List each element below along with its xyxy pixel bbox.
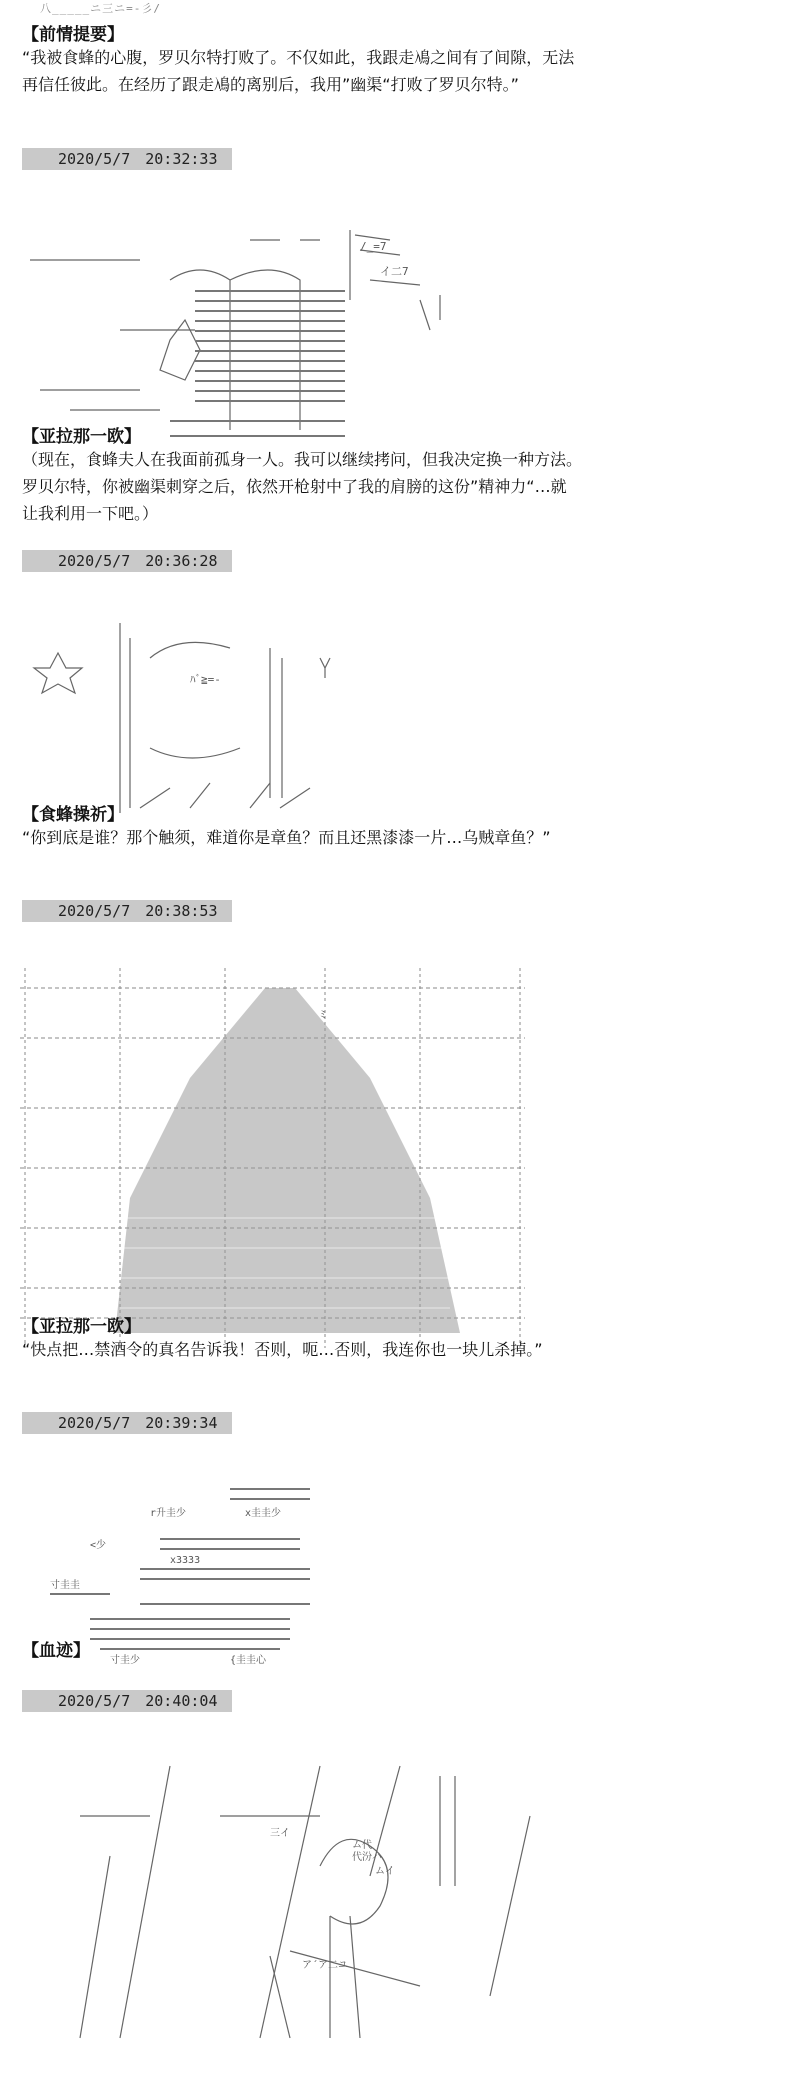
dialogue-text: （现在，食蜂夫人在我面前孤身一人。我可以继续拷问，但我决定换一种方法。罗贝尔特，你被幽渠刺穿之后，依然开枪射中了我的肩膀的这份”精神力“…就让我利用一下吧。） [22,450,583,523]
speaker-label: 【亚拉那一欧】 [22,427,141,447]
speaker-label: 【亚拉那一欧】 [22,1317,141,1337]
art-text: <少 [90,1540,107,1551]
timestamp-bar [22,550,232,572]
speaker-label: 【血迹】 [22,1641,90,1661]
art-text: 代汾ハ [352,1852,382,1863]
art-text: r升圭少 [150,1508,187,1519]
timestamp: 2020/5/7 20:38:53 [58,902,218,920]
speaker-label: 【前情提要】 [22,25,124,45]
art-text: 寸圭少 [110,1655,140,1666]
dialogue-text: “你到底是谁？那个触须，难道你是章鱼？而且还黑漆漆一片…乌贼章鱼？” [22,828,551,847]
art-text: ア´ア二ユ [302,1960,349,1971]
timestamp-bar [22,1690,232,1712]
art-text: 寸圭圭 [50,1580,80,1591]
timestamp-bar [22,1412,232,1434]
timestamp: 2020/5/7 20:36:28 [58,552,218,570]
art-text: {圭圭心 [230,1655,267,1666]
art-text: 三イ [270,1828,290,1839]
timestamp: 2020/5/7 20:40:04 [58,1692,218,1710]
art-text: /_=7 [360,240,387,253]
cropped-art-fragment: 八_____ニ三ニ=-彡/ [40,2,161,15]
ascii-art-illustration [20,580,360,795]
art-text: x3333 [170,1555,201,1566]
timestamp-bar [22,148,232,170]
dialogue-text: “我被食蜂的心腹，罗贝尔特打败了。不仅如此，我跟走鳰之间有了间隙，无法再信任彼此。在经历了跟走鳰的离别后，我用”幽渠“打败了罗贝尔特。” [22,48,575,94]
ascii-art-illustration [20,930,525,1310]
timestamp: 2020/5/7 20:32:33 [58,150,218,168]
ascii-art-illustration [20,182,560,417]
dialogue-text: “快点把…禁酒令的真名告诉我！否则，呃…否则，我连你也一块儿杀掉。” [22,1340,543,1359]
art-text: ﾐ [320,1008,326,1021]
art-text: ﾊﾞ≧=- [190,673,221,686]
timestamp: 2020/5/7 20:39:34 [58,1414,218,1432]
timestamp-bar [22,900,232,922]
speaker-label: 【食蜂操祈】 [22,805,124,825]
ascii-art-illustration [20,1718,580,2000]
art-text: ム代 [352,1840,372,1851]
art-text: x圭圭少 [245,1508,282,1519]
art-text: イ二7 [380,265,409,278]
art-text: ムイ [375,1866,395,1877]
